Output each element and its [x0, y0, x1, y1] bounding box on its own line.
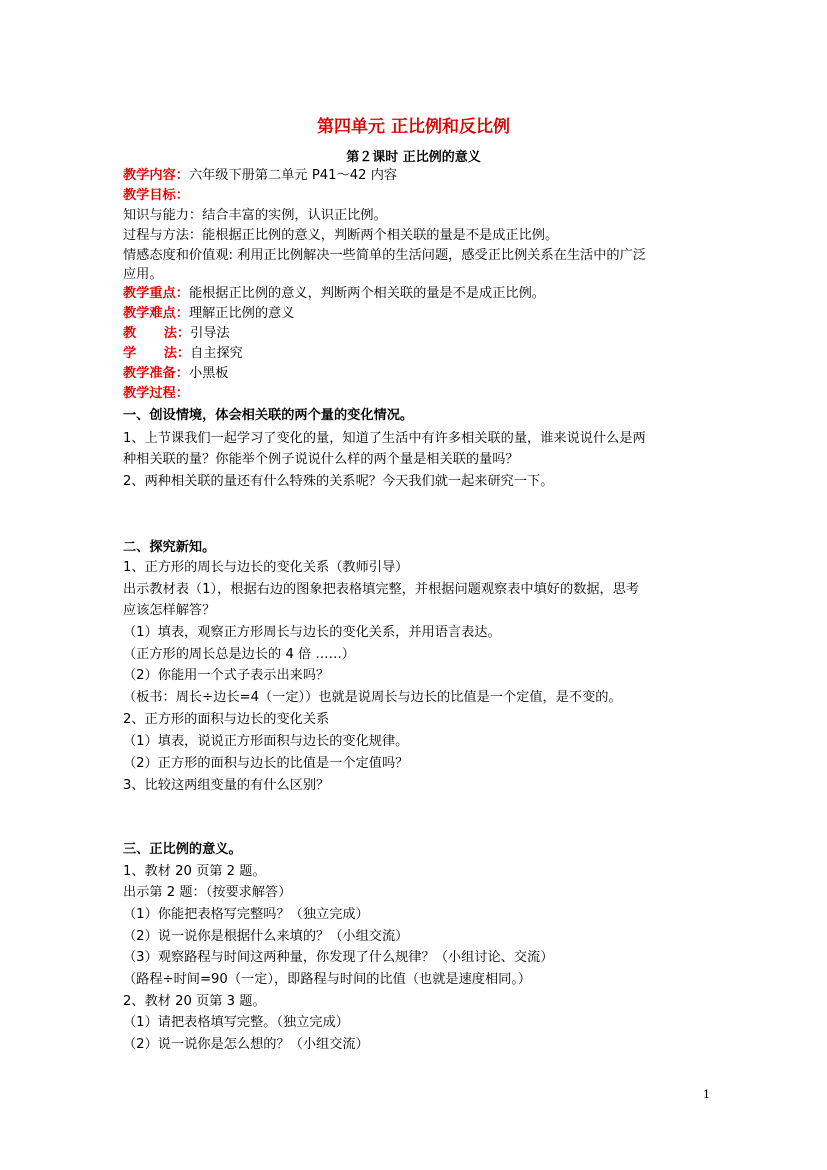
section-2-line-9: （2）正方形的面积与边长的比值是一个定值吗？ — [123, 756, 409, 771]
content-label: 教学内容： — [123, 168, 189, 183]
section-1-para-1-line2: 种相关联的量？你能举个例子说说什么样的两个量是相关联的量吗？ — [123, 452, 519, 467]
lesson-subtitle: 第２课时 正比例的意义 — [346, 150, 481, 165]
content-value: 六年级下册第二单元 P41～42 内容 — [188, 168, 398, 183]
content-line — [123, 166, 713, 186]
goal-3-line2: 应用。 — [123, 267, 163, 282]
goal-1: 知识与能力：结合丰富的实例，认识正比例。 — [123, 208, 387, 223]
difficulty-value: 理解正比例的意义 — [188, 306, 295, 321]
section-3-line-7: 2、教材 20 页第 3 题。 — [123, 994, 266, 1009]
section-2-line-1: 1、正方形的周长与边长的变化关系（教师引导） — [123, 560, 409, 575]
section-3-line-8: （1）请把表格填写完整。（独立完成） — [123, 1015, 349, 1030]
prep-label: 教学准备： — [123, 366, 189, 381]
section-2-line-7: 2、正方形的面积与边长的变化关系 — [123, 712, 330, 727]
learn-method-label: 学 法： — [123, 346, 191, 361]
key-line — [123, 284, 713, 304]
section-3-line-3: （1）你能把表格写完整吗？（独立完成） — [123, 907, 369, 922]
teach-method-label: 教 法： — [123, 326, 191, 341]
page-title: 第四单元 正比例和反比例 — [317, 117, 510, 137]
section-1-para-2: 2、两种相关联的量还有什么特殊的关系呢？今天我们就一起来研究一下。 — [123, 474, 554, 489]
section-2-line-2a: 出示教材表（1），根据右边的图象把表格填完整，并根据问题观察表中填好的数据，思考 — [123, 582, 640, 597]
section-3-line-1: 1、教材 20 页第 2 题。 — [123, 864, 266, 879]
section-3-line-2: 出示第 2 题：（按要求解答） — [123, 885, 292, 900]
section-2-line-4: （正方形的周长总是边长的 4 倍 ……） — [123, 647, 355, 662]
page-number: 1 — [703, 1088, 710, 1101]
difficulty-line — [123, 304, 713, 324]
key-label: 教学重点： — [123, 286, 189, 301]
goal-2: 过程与方法：能根据正比例的意义，判断两个相关联的量是不是成正比例。 — [123, 228, 559, 243]
section-2-line-3: （1）填表，观察正方形周长与边长的变化关系，并用语言表达。 — [123, 625, 501, 640]
section-2-line-6: （板书：周长÷边长=4（一定））也就是说周长与边长的比值是一个定值，是不变的。 — [123, 690, 622, 705]
section-3-heading: 三、正比例的意义。 — [123, 842, 242, 857]
section-2-line-5: （2）你能用一个式子表示出来吗？ — [123, 668, 330, 683]
prep-line — [123, 364, 713, 384]
section-3-line-6: （路程÷时间=90（一定），即路程与时间的比值（也就是速度相同。） — [123, 972, 532, 987]
learn-method-value: 自主探究 — [190, 346, 243, 361]
section-3-line-5: （3）观察路程与时间这两种量，你发现了什么规律？（小组讨论、交流） — [123, 950, 554, 965]
difficulty-label: 教学难点： — [123, 306, 189, 321]
prep-value: 小黑板 — [188, 366, 229, 381]
goal-3-line1: 情感态度和价值观: 利用正比例解决一些简单的生活问题，感受正比例关系在生活中的广泛 — [123, 248, 646, 263]
section-3-line-4: （2）说一说你是根据什么来填的？（小组交流） — [123, 929, 409, 944]
section-2-line-10: 3、比较这两组变量的有什么区别？ — [123, 778, 330, 793]
goal-label: 教学目标： — [123, 188, 189, 203]
section-2-line-2b: 应该怎样解答？ — [123, 603, 216, 618]
teach-method-value: 引导法 — [190, 326, 230, 341]
section-3-line-9: （2）说一说你是怎么想的？（小组交流） — [123, 1037, 369, 1052]
learn-method-line — [123, 344, 713, 364]
process-label: 教学过程： — [123, 386, 189, 401]
section-1-heading: 一、创设情境，体会相关联的两个量的变化情况。 — [123, 408, 414, 423]
teach-method-line — [123, 324, 713, 344]
section-2-heading: 二、探究新知。 — [123, 540, 216, 555]
key-value: 能根据正比例的意义，判断两个相关联的量是不是成正比例。 — [188, 286, 545, 301]
section-2-line-8: （1）填表，说说正方形面积与边长的变化规律。 — [123, 734, 409, 749]
section-1-para-1-line1: 1、上节课我们一起学习了变化的量，知道了生活中有许多相关联的量，谁来说说什么是两 — [123, 431, 646, 446]
